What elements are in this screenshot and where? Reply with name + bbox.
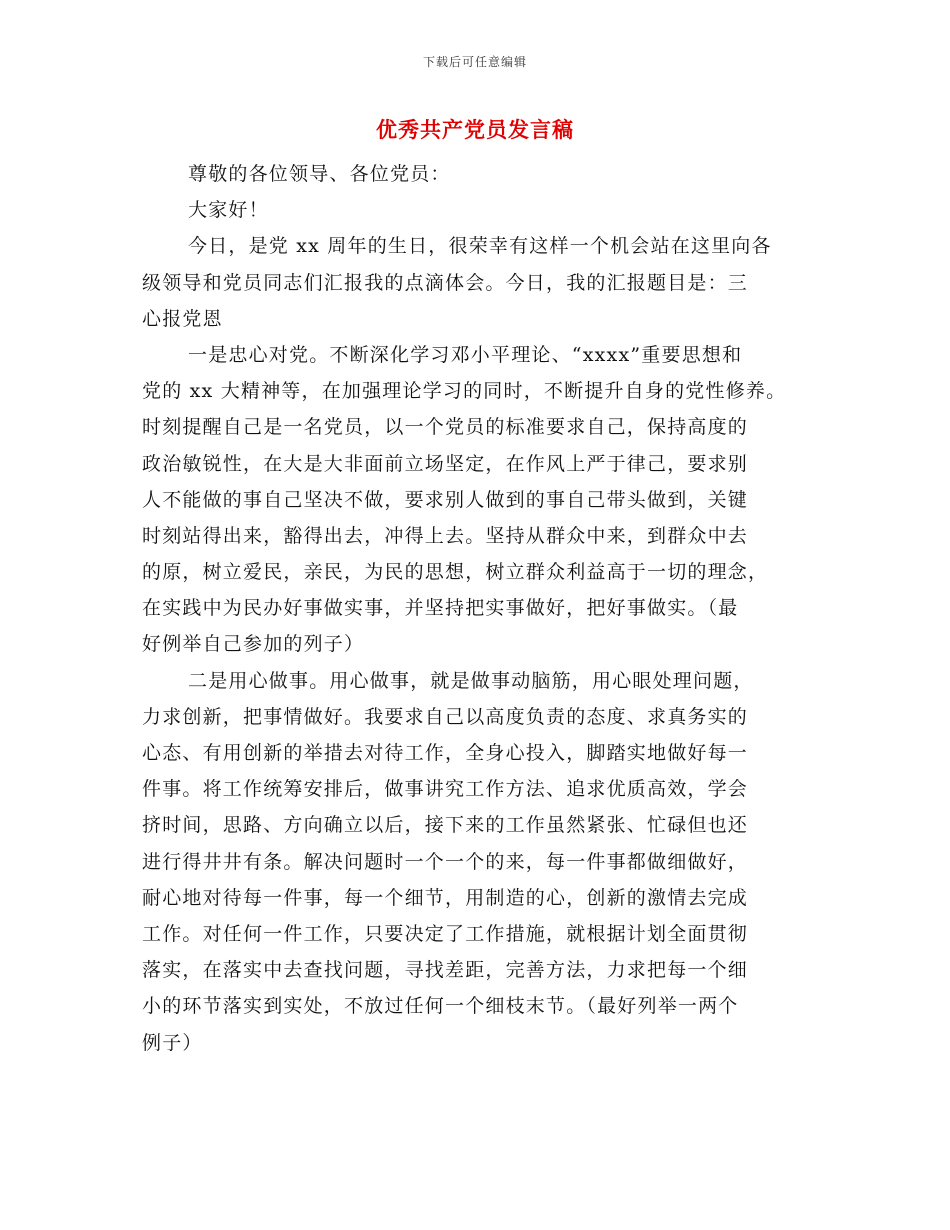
body-line: 耐心地对待每一件事，每一个细节，用制造的心，创新的激情去完成 — [142, 886, 749, 909]
body-line: 时刻提醒自己是一名党员，以一个党员的标准要求自己，保持高度的 — [142, 416, 749, 439]
document-title: 优秀共产党员发言稿 — [376, 117, 574, 142]
body-line: 例子） — [142, 1031, 203, 1054]
body-line: 一是忠心对党。不断深化学习邓小平理论、“xxxx”重要思想和 — [188, 343, 743, 366]
salutation-line: 尊敬的各位领导、各位党员： — [188, 163, 451, 185]
header-note: 下载后可任意编辑 — [422, 55, 527, 69]
body-line: 在实践中为民办好事做实事，并坚持把实事做好，把好事做实。（最 — [142, 597, 739, 620]
body-line: 好例举自己参加的列子） — [142, 633, 365, 656]
body-line: 小的环节落实到实处，不放过任何一个细枝末节。（最好列举一两个 — [142, 995, 739, 1018]
body-line: 的原，树立爱民，亲民，为民的思想，树立群众利益高于一切的理念， — [142, 561, 769, 584]
body-line: 党的 xx 大精神等，在加强理论学习的同时，不断提升自身的党性修养。 — [142, 380, 787, 403]
body-line: 时刻站得出来，豁得出去，冲得上去。坚持从群众中来，到群众中去 — [142, 524, 749, 547]
body-line: 挤时间，思路、方向确立以后，接下来的工作虽然紧张、忙碌但也还 — [142, 814, 749, 837]
body-line: 落实，在落实中去查找问题，寻找差距，完善方法，力求把每一个细 — [142, 959, 749, 982]
body-line: 二是用心做事。用心做事，就是做事动脑筋，用心眼处理问题， — [188, 669, 754, 692]
document-body — [142, 156, 822, 1061]
body-line: 级领导和党员同志们汇报我的点滴体会。今日，我的汇报题目是：三 — [142, 271, 749, 294]
body-line: 力求创新，把事情做好。我要求自己以高度负责的态度、求真务实的 — [142, 705, 749, 728]
greeting-line: 大家好！ — [188, 199, 269, 222]
body-line: 心报党恩 — [142, 307, 223, 330]
body-line: 政治敏锐性，在大是大非面前立场坚定，在作风上严于律己，要求别 — [142, 452, 749, 475]
body-line: 今日，是党 xx 周年的生日，很荣幸有这样一个机会站在这里向各 — [188, 235, 772, 258]
body-line: 件事。将工作统筹安排后，做事讲究工作方法、追求优质高效，学会 — [142, 778, 749, 801]
body-line: 人不能做的事自己坚决不做，要求别人做到的事自己带头做到，关键 — [142, 488, 749, 511]
body-line: 进行得井井有条。解决问题时一个一个的来，每一件事都做细做好， — [142, 850, 749, 873]
body-line: 工作。对任何一件工作，只要决定了工作措施，就根据计划全面贯彻 — [142, 922, 749, 945]
body-line: 心态、有用创新的举措去对待工作，全身心投入，脚踏实地做好每一 — [142, 742, 749, 764]
